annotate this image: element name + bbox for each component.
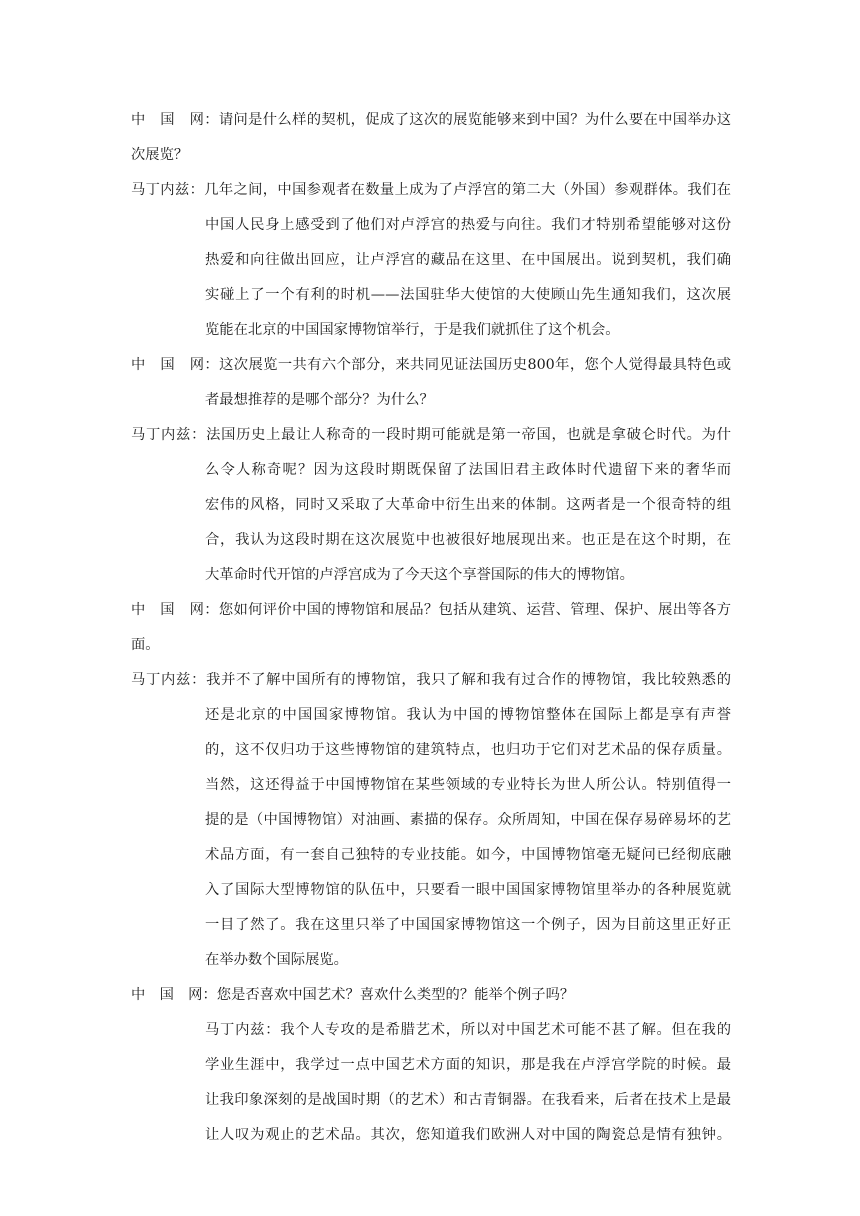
answer-2-line-1: 马丁内兹：法国历史上最让人称奇的一段时期可能就是第一帝国，也就是拿破仑时代。为什 xyxy=(131,427,731,443)
answer-4-line-1: 马丁内兹：我个人专攻的是希腊艺术，所以对中国艺术可能不甚了解。但在我的 xyxy=(205,1022,731,1038)
answer-3-line-5: 提的是（中国博物馆）对油画、素描的保存。众所周知，中国在保存易碎易坏的艺 xyxy=(205,812,731,828)
answer-3-line-3: 的，这不仅归功于这些博物馆的建筑特点，也归功于它们对艺术品的保存质量。 xyxy=(205,742,731,758)
answer-3-line-4: 当然，这还得益于中国博物馆在某些领域的专业特长为世人所公认。特别值得一 xyxy=(205,777,731,793)
answer-2-line-5: 大革命时代开馆的卢浮宫成为了今天这个享誉国际的伟大的博物馆。 xyxy=(205,567,634,583)
answer-3-line-8: 一目了然了。我在这里只举了中国国家博物馆这一个例子，因为目前这里正好正 xyxy=(205,917,731,933)
question-3-line-1: 中 国 网：您如何评价中国的博物馆和展品？包括从建筑、运营、管理、保护、展出等各方 xyxy=(131,602,731,618)
answer-1-line-1: 马丁内兹：几年之间，中国参观者在数量上成为了卢浮宫的第二大（外国）参观群体。我们在 xyxy=(131,182,731,198)
answer-3-line-6: 术品方面，有一套自己独特的专业技能。如今，中国博物馆毫无疑问已经彻底融 xyxy=(205,847,731,863)
answer-4-line-2: 学业生涯中，我学过一点中国艺术方面的知识，那是我在卢浮宫学院的时候。最 xyxy=(205,1057,731,1073)
question-2-line-2: 者最想推荐的是哪个部分？为什么？ xyxy=(205,392,434,408)
question-1-line-2: 次展览？ xyxy=(131,147,189,163)
answer-2-line-2: 么令人称奇呢？因为这段时期既保留了法国旧君主政体时代遗留下来的奢华而 xyxy=(205,462,731,478)
answer-4-line-4: 让人叹为观止的艺术品。其次，您知道我们欧洲人对中国的陶瓷总是情有独钟。 xyxy=(205,1127,731,1143)
answer-2-line-3: 宏伟的风格，同时又采取了大革命中衍生出来的体制。这两者是一个很奇特的组 xyxy=(205,497,731,513)
answer-2-line-4: 合，我认为这段时期在这次展览中也被很好地展现出来。也正是在这个时期，在 xyxy=(205,532,731,548)
question-1-line-1: 中 国 网：请问是什么样的契机，促成了这次的展览能够来到中国？为什么要在中国举办这 xyxy=(131,112,731,128)
answer-4-line-3: 让我印象深刻的是战国时期（的艺术）和古青铜器。在我看来，后者在技术上是最 xyxy=(205,1092,731,1108)
answer-1-line-2: 中国人民身上感受到了他们对卢浮宫的热爱与向往。我们才特别希望能够对这份 xyxy=(205,217,731,233)
question-4-line-1: 中 国 网：您是否喜欢中国艺术？喜欢什么类型的？能举个例子吗？ xyxy=(131,987,575,1003)
answer-1-line-4: 实碰上了一个有利的时机——法国驻华大使馆的大使顾山先生通知我们，这次展 xyxy=(205,287,731,303)
answer-3-line-7: 入了国际大型博物馆的队伍中，只要看一眼中国国家博物馆里举办的各种展览就 xyxy=(205,882,731,898)
answer-3-line-9: 在举办数个国际展览。 xyxy=(205,952,348,968)
question-2-line-1: 中 国 网：这次展览一共有六个部分，来共同见证法国历史800年，您个人觉得最具特色或 xyxy=(131,357,731,373)
answer-1-line-5: 览能在北京的中国国家博物馆举行，于是我们就抓住了这个机会。 xyxy=(205,322,620,338)
answer-3-line-2: 还是北京的中国国家博物馆。我认为中国的博物馆整体在国际上都是享有声誉 xyxy=(205,707,731,723)
question-3-line-2: 面。 xyxy=(131,637,160,653)
answer-3-line-1: 马丁内兹：我并不了解中国所有的博物馆，我只了解和我有过合作的博物馆，我比较熟悉的 xyxy=(131,672,731,688)
answer-1-line-3: 热爱和向往做出回应，让卢浮宫的藏品在这里、在中国展出。说到契机，我们确 xyxy=(205,252,731,268)
